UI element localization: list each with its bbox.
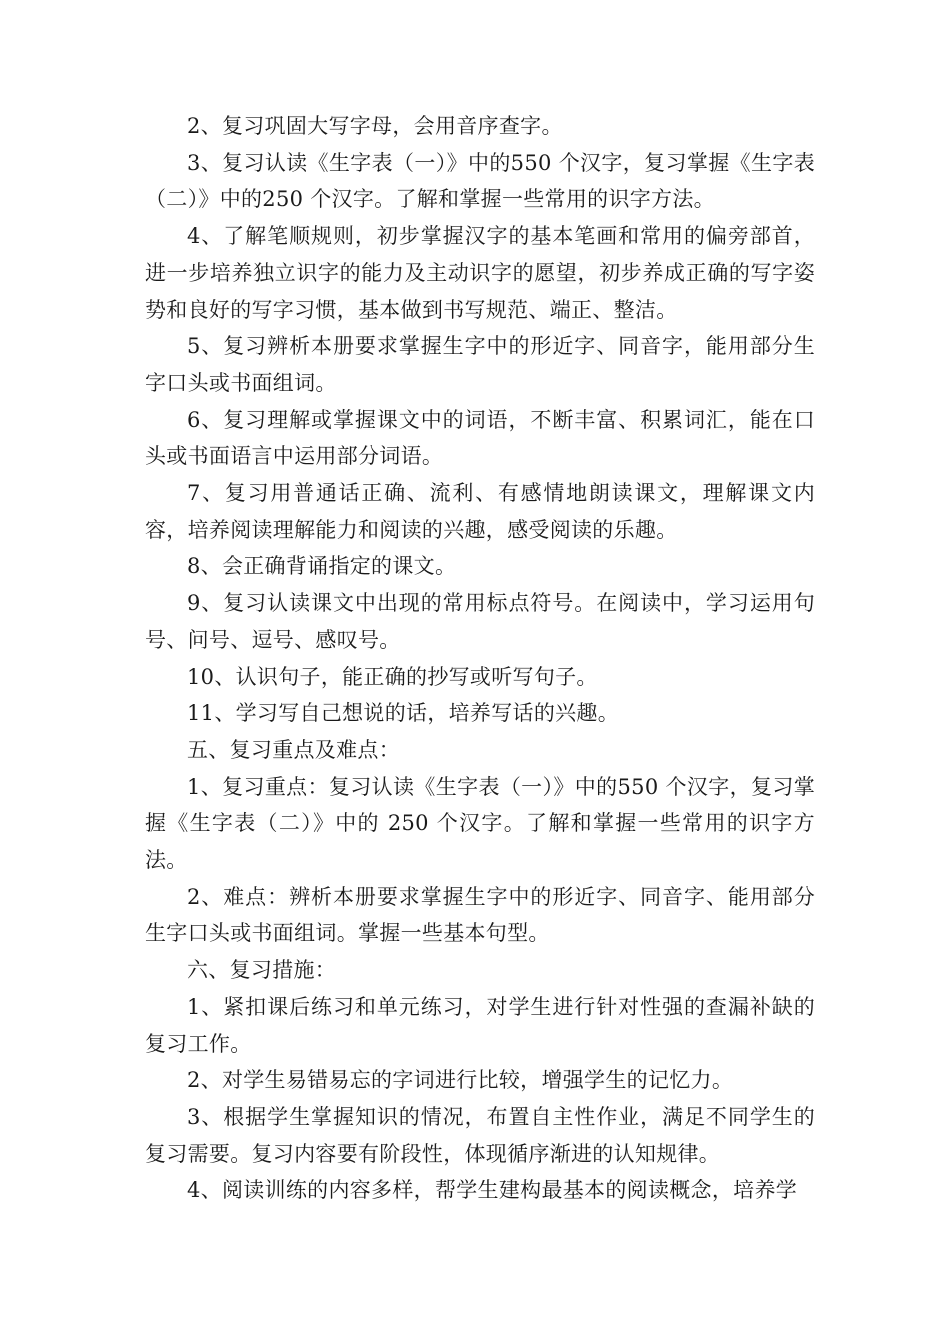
paragraph: 2、难点：辨析本册要求掌握生字中的形近字、同音字、能用部分生字口头或书面组词。掌握一些基本句型。 bbox=[145, 884, 815, 946]
section-heading: 六、复习措施： bbox=[187, 958, 337, 983]
paragraph: 8、会正确背诵指定的课文。 bbox=[187, 554, 457, 579]
paragraph: 4、阅读训练的内容多样，帮学生建构最基本的阅读概念，培养学 bbox=[187, 1178, 798, 1203]
paragraph: 1、紧扣课后练习和单元练习，对学生进行针对性强的查漏补缺的复习工作。 bbox=[145, 994, 815, 1056]
paragraph: 4、了解笔顺规则，初步掌握汉字的基本笔画和常用的偏旁部首，进一步培养独立识字的能力及主动识字的愿望，初步养成正确的写字姿势和良好的写字习惯，基本做到书写规范、端正、整洁。 bbox=[145, 224, 815, 322]
paragraph: 6、复习理解或掌握课文中的词语，不断丰富、积累词汇，能在口头或书面语言中运用部分词语。 bbox=[145, 407, 815, 469]
paragraph: 5、复习辨析本册要求掌握生字中的形近字、同音字，能用部分生字口头或书面组词。 bbox=[145, 334, 815, 395]
paragraph: 1、复习重点：复习认读《生字表（一）》中的550 个汉字，复习掌握《生字表（二）》中的 250 个汉字。了解和掌握一些常用的识字方法。 bbox=[145, 774, 815, 873]
paragraph: 9、复习认读课文中出现的常用标点符号。在阅读中，学习运用句号、问号、逗号、感叹号。 bbox=[145, 591, 815, 652]
paragraph: 11、学习写自己想说的话，培养写话的兴趣。 bbox=[187, 701, 620, 726]
paragraph: 3、根据学生掌握知识的情况，布置自主性作业，满足不同学生的复习需要。复习内容要有阶段性，体现循序渐进的认知规律。 bbox=[145, 1104, 815, 1166]
section-heading: 五、复习重点及难点： bbox=[187, 737, 400, 762]
paragraph: 3、复习认读《生字表（一）》中的550 个汉字，复习掌握《生字表（二）》中的250 个汉字。了解和掌握一些常用的识字方法。 bbox=[145, 150, 815, 212]
paragraph: 2、对学生易错易忘的字词进行比较，增强学生的记忆力。 bbox=[187, 1068, 734, 1093]
paragraph: 2、复习巩固大写字母，会用音序查字。 bbox=[187, 114, 563, 138]
document-body bbox=[145, 108, 815, 1209]
paragraph: 7、复习用普通话正确、流利、有感情地朗读课文，理解课文内容，培养阅读理解能力和阅读的兴趣，感受阅读的乐趣。 bbox=[145, 481, 815, 542]
paragraph: 10、认识句子，能正确的抄写或听写句子。 bbox=[187, 664, 598, 689]
